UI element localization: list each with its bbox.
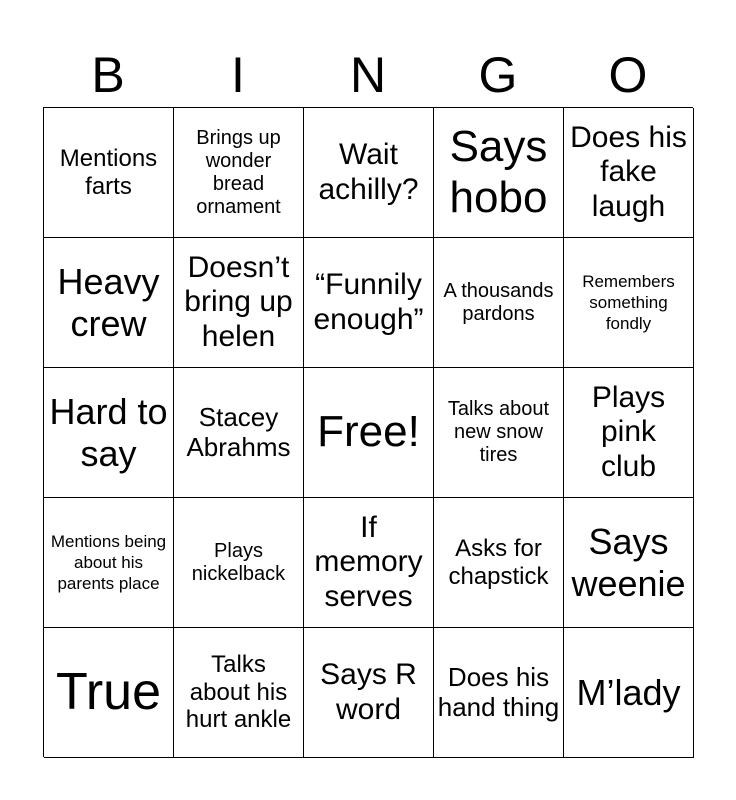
cell-text: Plays nickelback xyxy=(191,539,286,585)
bingo-cell-r1-c2[interactable] xyxy=(304,238,434,368)
cell-text: Stacey Abrahms xyxy=(186,401,291,462)
bingo-cell-r0-c0[interactable] xyxy=(44,108,174,238)
cell-text: Heavy crew xyxy=(57,261,160,344)
cell-text: Remembers something fondly xyxy=(582,271,675,334)
bingo-cell-r1-c1[interactable] xyxy=(174,238,304,368)
cell-text: M’lady xyxy=(576,671,681,713)
bingo-header xyxy=(43,44,693,106)
header-letter-g: G xyxy=(478,47,518,103)
cell-text: Wait achilly? xyxy=(318,138,419,206)
bingo-cell-r1-c4[interactable] xyxy=(564,238,694,368)
cell-text: Doesn’t bring up helen xyxy=(184,250,293,353)
cell-text: If memory serves xyxy=(314,510,423,613)
bingo-cell-r0-c4[interactable] xyxy=(564,108,694,238)
cell-text: Does his hand thing xyxy=(437,661,560,722)
bingo-cell-r2-c3[interactable] xyxy=(434,368,564,498)
bingo-cell-r3-c3[interactable] xyxy=(434,498,564,628)
cell-text: A thousands pardons xyxy=(443,279,554,325)
header-letter-b: B xyxy=(91,47,125,103)
cell-text: Talks about new snow tires xyxy=(447,398,550,466)
bingo-board xyxy=(43,107,693,757)
header-letter-n: N xyxy=(349,47,387,103)
bingo-cell-r4-c2[interactable] xyxy=(304,628,434,758)
bingo-cell-r1-c3[interactable] xyxy=(434,238,564,368)
cell-text: Does his fake laugh xyxy=(570,120,687,223)
cell-text: Plays pink club xyxy=(591,380,666,483)
bingo-cell-r1-c0[interactable] xyxy=(44,238,174,368)
bingo-cell-r4-c1[interactable] xyxy=(174,628,304,758)
bingo-cell-r4-c3[interactable] xyxy=(434,628,564,758)
bingo-cell-r2-c2[interactable] xyxy=(304,368,434,498)
cell-text: Says weenie xyxy=(571,521,686,604)
header-letter-o: O xyxy=(608,47,648,103)
cell-text: “Funnily enough” xyxy=(313,268,424,336)
bingo-cell-r0-c2[interactable] xyxy=(304,108,434,238)
bingo-cell-r2-c4[interactable] xyxy=(564,368,694,498)
cell-text: Says R word xyxy=(320,658,417,726)
bingo-cell-r2-c1[interactable] xyxy=(174,368,304,498)
header-letter-i: I xyxy=(231,47,245,103)
bingo-cell-r2-c0[interactable] xyxy=(44,368,174,498)
cell-text: Asks for chapstick xyxy=(448,534,549,590)
cell-text: Mentions being about his parents place xyxy=(50,531,167,594)
bingo-cell-r0-c3[interactable] xyxy=(434,108,564,238)
bingo-cell-r0-c1[interactable] xyxy=(174,108,304,238)
cell-text: Free! xyxy=(317,407,420,457)
cell-text: Mentions farts xyxy=(59,144,158,200)
bingo-cell-r3-c1[interactable] xyxy=(174,498,304,628)
bingo-cell-r4-c4[interactable] xyxy=(564,628,694,758)
cell-text: Says hobo xyxy=(449,121,548,222)
cell-text: Hard to say xyxy=(49,391,168,474)
bingo-cell-r3-c0[interactable] xyxy=(44,498,174,628)
bingo-cell-r3-c2[interactable] xyxy=(304,498,434,628)
bingo-cell-r4-c0[interactable] xyxy=(44,628,174,758)
cell-text: Talks about his hurt ankle xyxy=(185,651,292,734)
cell-text: True xyxy=(56,662,161,721)
bingo-cell-r3-c4[interactable] xyxy=(564,498,694,628)
cell-text: Brings up wonder bread ornament xyxy=(196,126,281,218)
